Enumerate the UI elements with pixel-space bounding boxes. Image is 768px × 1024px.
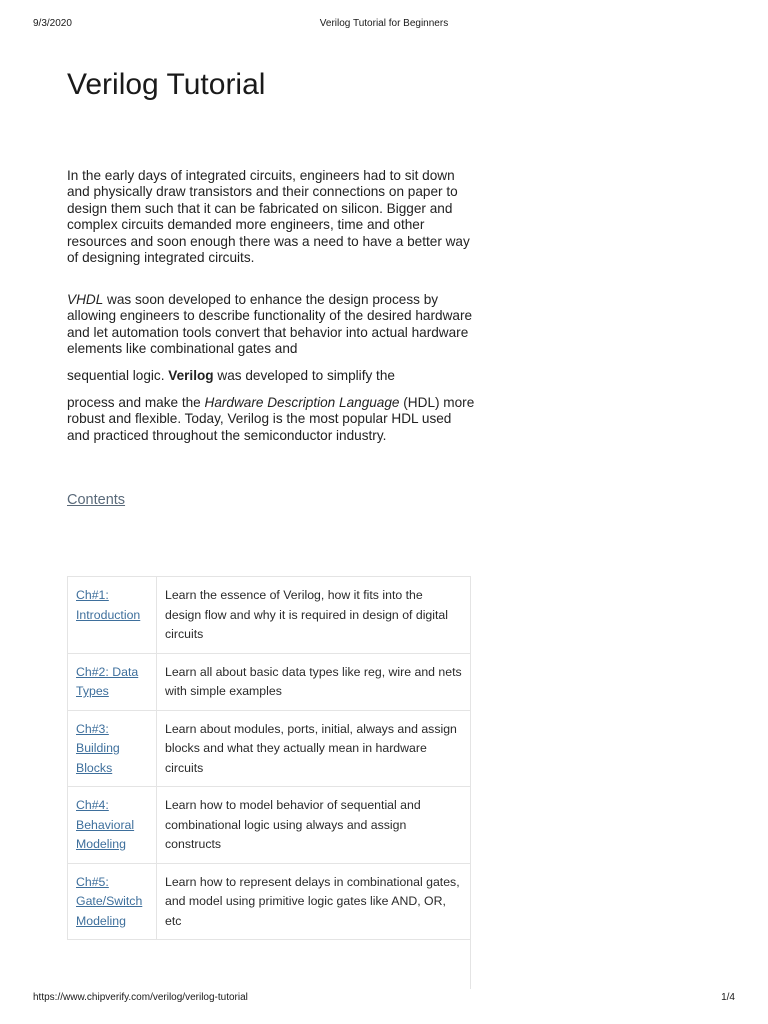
print-footer-url: https://www.chipverify.com/verilog/verilog-tutorial <box>33 992 248 1003</box>
hdl-after: (HDL) more robust and flexible. Today, Verilog is the most popular HDL used and practiced throughout the semiconductor industry. <box>67 395 475 443</box>
hdl-before: process and make the <box>67 395 205 410</box>
verilog-line-after: was developed to simplify the <box>213 368 395 383</box>
hdl-paragraph <box>67 395 477 444</box>
print-header-date: 9/3/2020 <box>33 18 72 29</box>
hdl-term: Hardware Description Language <box>204 395 400 410</box>
contents-link[interactable]: Contents <box>67 492 126 508</box>
table-row <box>68 577 471 654</box>
chapter-link[interactable]: Ch#1: Introduction <box>76 588 141 622</box>
vhdl-term: VHDL <box>67 292 104 307</box>
verilog-line-before: sequential logic. <box>67 368 169 383</box>
chapter-description: Learn how to model behavior of sequential and combinational logic using always and assign constructs <box>157 787 471 864</box>
print-header-title: Verilog Tutorial for Beginners <box>319 18 449 29</box>
chapter-link-cell <box>68 653 157 710</box>
chapter-description: Learn all about basic data types like reg, wire and nets with simple examples <box>157 653 471 710</box>
chapters-table <box>67 576 471 940</box>
table-right-border <box>470 576 471 989</box>
chapters-table-wrapper <box>67 576 471 989</box>
table-row <box>68 653 471 710</box>
verilog-term: Verilog <box>168 368 214 383</box>
chapter-link[interactable]: Ch#2: Data Types <box>76 664 139 698</box>
chapter-link-cell <box>68 787 157 864</box>
table-row <box>68 710 471 787</box>
vhdl-text: was soon developed to enhance the design process by allowing engineers to describe functionality of the desired hardware and let automation tools convert that behavior into actual hardware elements like combinational gates and <box>67 292 473 357</box>
chapter-description: Learn how to represent delays in combinational gates, and model using primitive logic gates like AND, OR, etc <box>157 863 471 940</box>
table-row <box>68 863 471 940</box>
verilog-line <box>67 368 477 384</box>
chapter-description: Learn about modules, ports, initial, always and assign blocks and what they actually mean in hardware circuits <box>157 710 471 787</box>
page-title: Verilog Tutorial <box>67 68 266 101</box>
print-footer-page: 1/4 <box>721 992 735 1003</box>
chapter-link-cell <box>68 710 157 787</box>
chapter-description: Learn the essence of Verilog, how it fits into the design flow and why it is required in design of digital circuits <box>157 577 471 654</box>
chapter-link-cell <box>68 577 157 654</box>
vhdl-paragraph <box>67 292 477 358</box>
chapter-link[interactable]: Ch#5: Gate/Switch Modeling <box>76 874 143 928</box>
intro-paragraph: In the early days of integrated circuits, engineers had to sit down and physically draw transistors and their connections on paper to design them such that it can be fabricated on silicon. Bigger and complex circuits demanded more engineers, time and other resources and soon enough there was a need to have a better way of designing integrated circuits. <box>67 168 470 266</box>
chapter-link[interactable]: Ch#4: Behavioral Modeling <box>76 798 135 851</box>
chapter-link[interactable]: Ch#3: Building Blocks <box>76 721 120 775</box>
chapter-link-cell <box>68 863 157 940</box>
table-row <box>68 787 471 864</box>
